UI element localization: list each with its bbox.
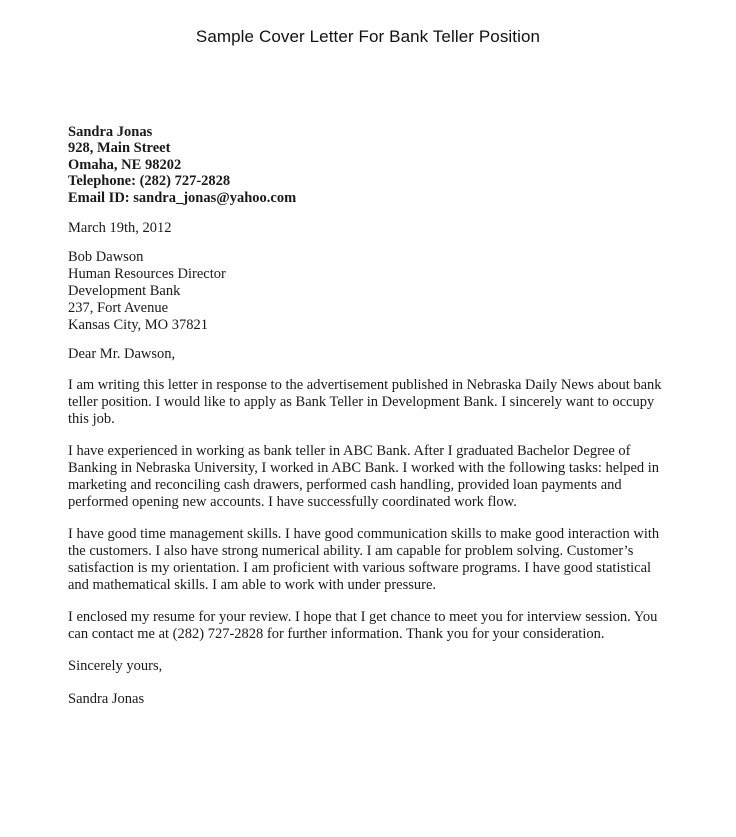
signature-name: Sandra Jonas [68,690,145,707]
sender-telephone: Telephone: (282) 727-2828 [68,173,231,190]
recipient-organization: Development Bank [68,283,181,300]
recipient-address-block [68,249,662,333]
sender-address-block [68,124,662,206]
salutation: Dear Mr. Dawson, [68,346,176,363]
body-paragraph-1: I am writing this letter in response to the advertisement published in Nebraska Daily News about bank teller position. I would like to apply as Bank Teller in Development Bank. I sincerely want to occupy this job. [68,377,662,428]
sender-street: 928, Main Street [68,140,171,157]
sender-name: Sandra Jonas [68,124,153,140]
recipient-city-state-zip: Kansas City, MO 37821 [68,316,209,333]
recipient-street: 237, Fort Avenue [68,299,169,316]
letter-date: March 19th, 2012 [68,220,172,237]
recipient-job-title: Human Resources Director [68,266,226,283]
closing-line: Sincerely yours, [68,657,163,674]
sender-city-state-zip: Omaha, NE 98202 [68,156,182,173]
letter-content [68,124,662,708]
body-paragraph-3: I have good time management skills. I have good communication skills to make good interaction with the customers. I also have strong numerical ability. I am capable for problem solving. Customer’s satisfaction is my orientation. I am proficient with various software programs. I have good statistical and mathematical skills. I am able to work with under pressure. [68,525,660,594]
sender-email: Email ID: sandra_jonas@yahoo.com [68,189,297,206]
recipient-name: Bob Dawson [68,249,144,266]
body-paragraph-2: I have experienced in working as bank teller in ABC Bank. After I graduated Bachelor Degree of Banking in Nebraska University, I worked in ABC Bank. I worked with the following tasks: helped in marketing and reconciling cash drawers, performed cash handling, provided loan payments and performed opening new accounts. I have successfully coordinated work flow. [68,443,660,511]
page-title: Sample Cover Letter For Bank Teller Position [195,27,541,46]
body-paragraph-4: I enclosed my resume for your review. I hope that I get chance to meet you for interview session. You can contact me at (282) 727-2828 for further information. Thank you for your consideration. [68,608,658,642]
